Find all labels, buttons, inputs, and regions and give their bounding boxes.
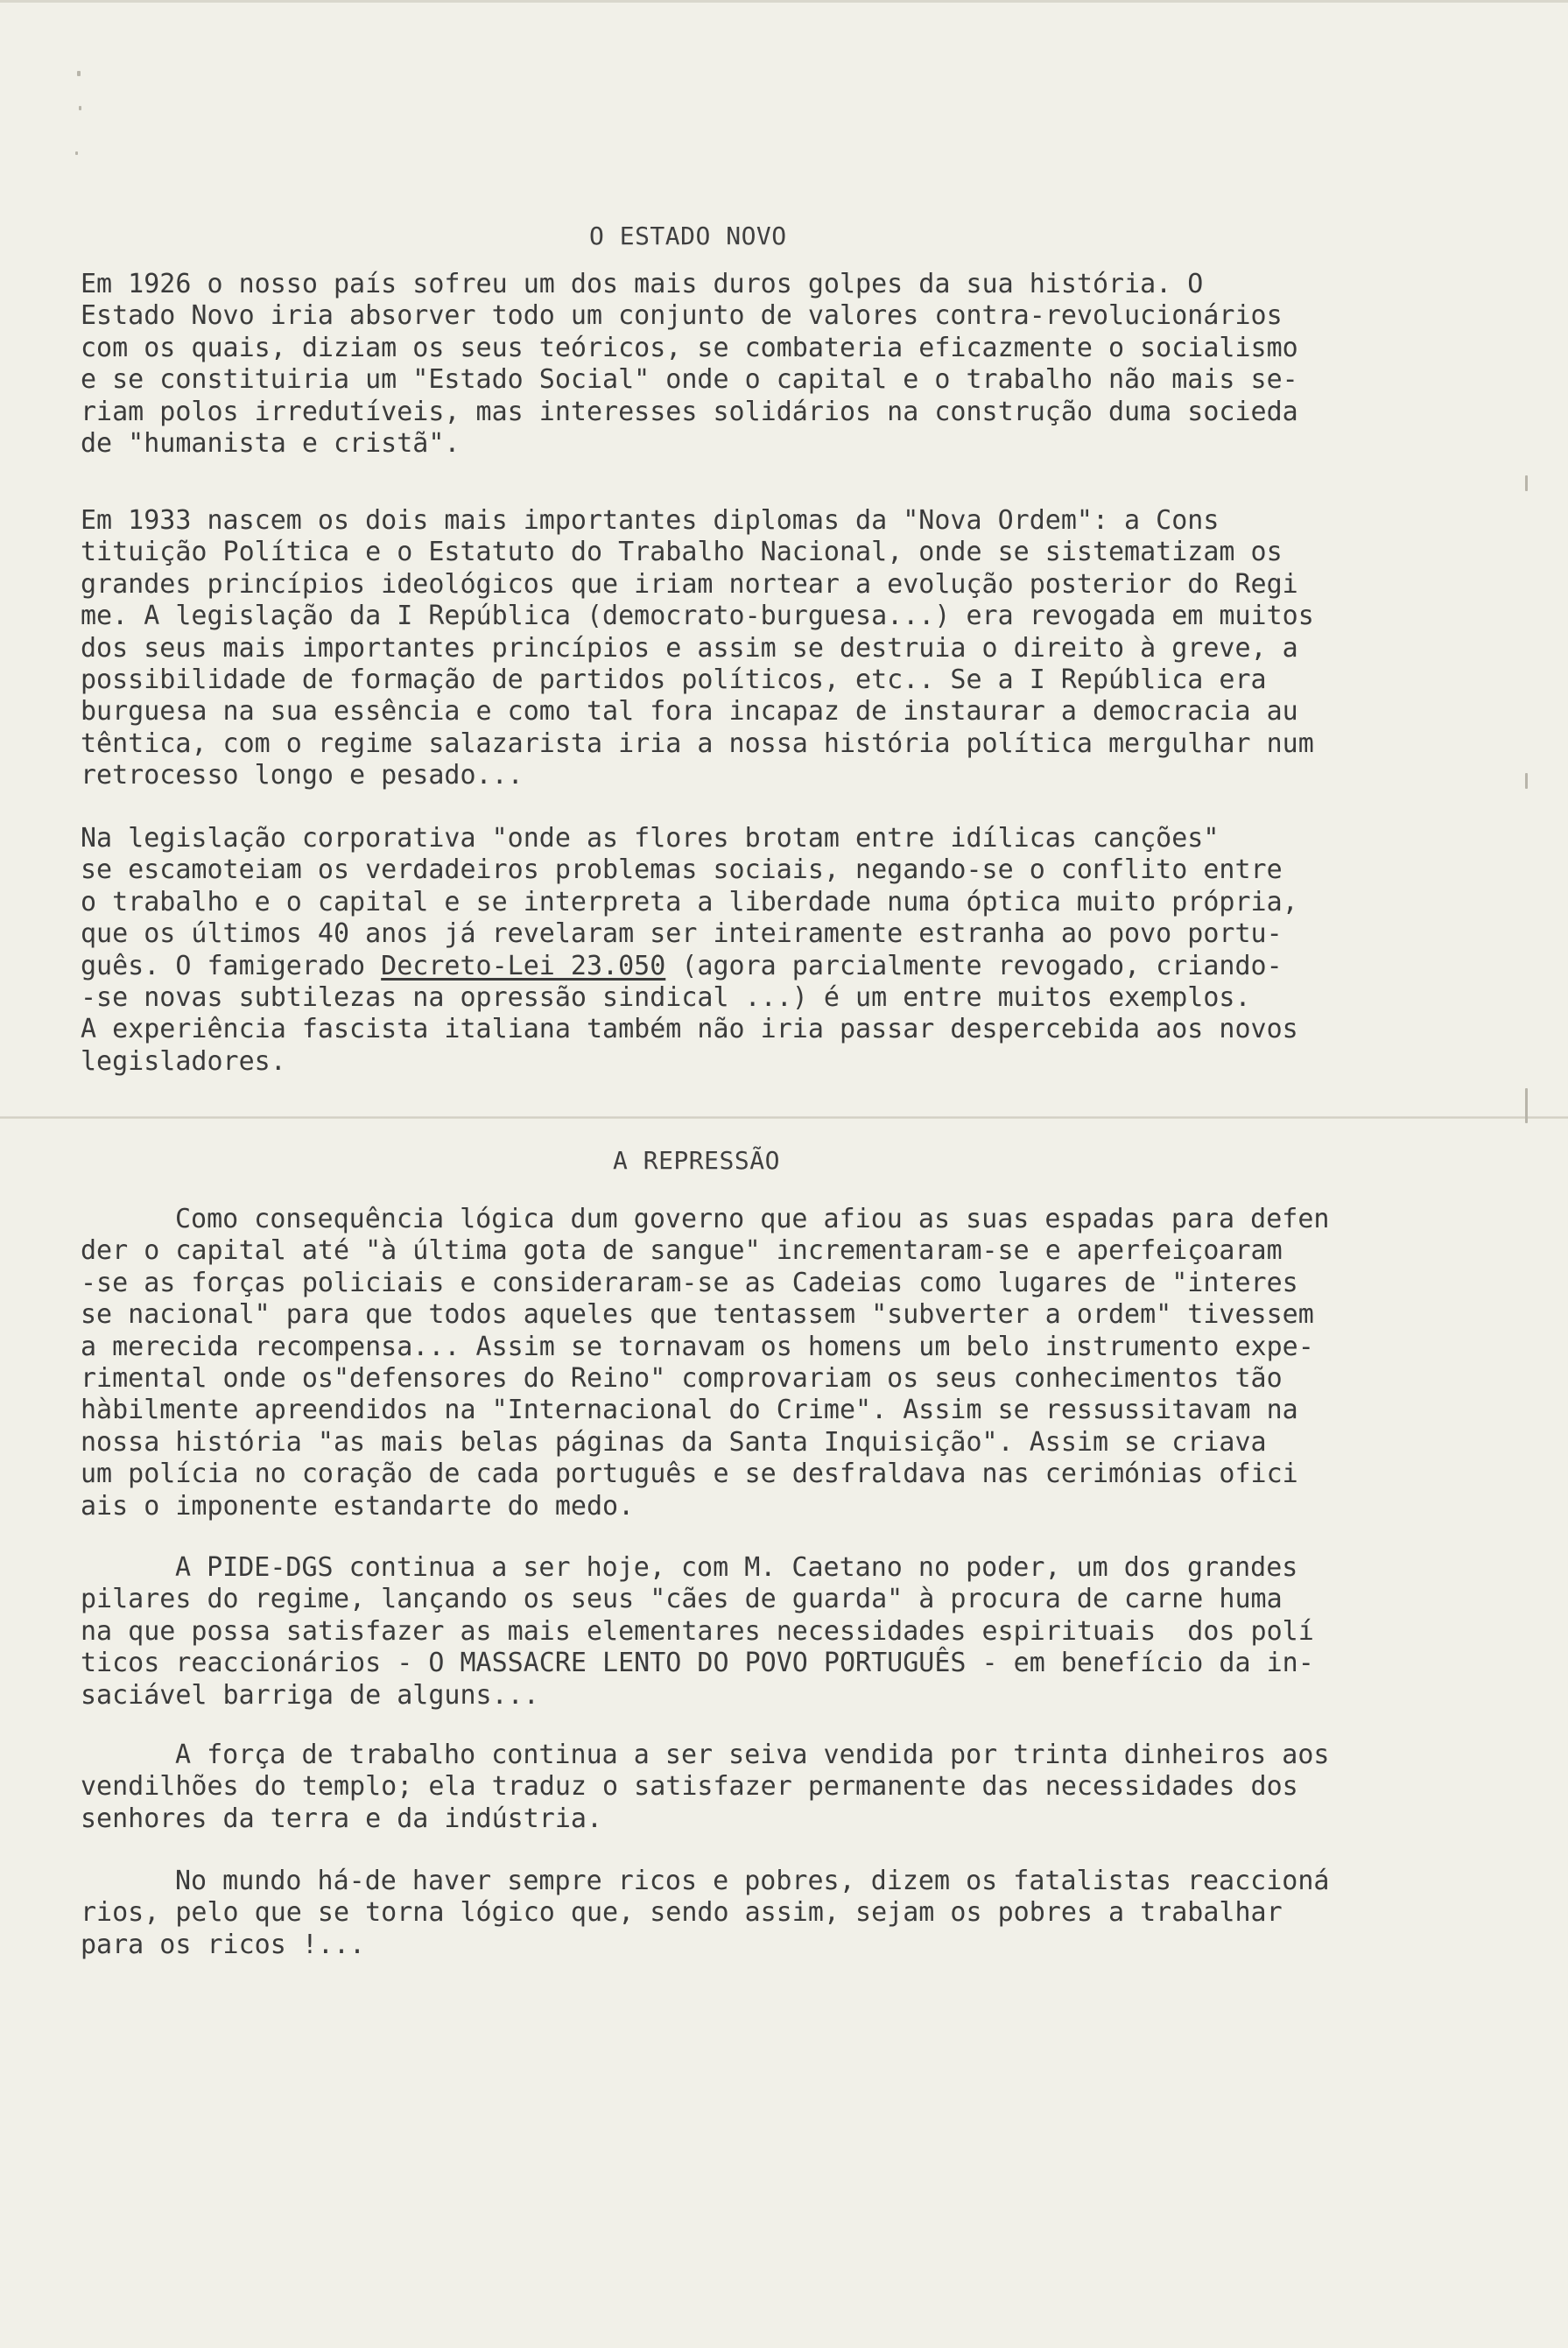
decree-reference: Decreto-Lei 23.050 (381, 950, 666, 981)
text-line: saciável barriga de alguns... (81, 1679, 539, 1711)
text-line: No mundo há-de haver sempre ricos e pobres, dizem os fatalistas reaccioná (175, 1866, 1330, 1896)
section-title-repressao: A REPRESSÃO (613, 1146, 780, 1175)
text-line: um polícia no coração de cada português e se desfraldava nas cerimónias ofici (81, 1459, 1298, 1490)
paragraph-5 (81, 1552, 1446, 1712)
text-line: de "humanista e cristã". (81, 428, 461, 460)
text-line: burguesa na sua essência e como tal fora incapaz de instaurar a democracia au (81, 696, 1298, 728)
text-line: pilares do regime, lançando os seus "cães de guarda" à procura de carne huma (81, 1584, 1283, 1615)
text-line: dos seus mais importantes princípios e assim se destruia o direito à greve, a (81, 632, 1298, 664)
text-line: riam polos irredutíveis, mas interesses solidários na construção duma socieda (81, 396, 1298, 427)
text-line: ais o imponente estandarte do medo. (81, 1490, 635, 1522)
text-line: possibilidade de formação de partidos políticos, etc.. Se a I República era (81, 664, 1267, 696)
text-line: A experiência fascista italiana também não iria passar despercebida aos novos (81, 1014, 1298, 1045)
text-line: Como consequência lógica dum governo que afiou as suas espadas para defen (175, 1204, 1330, 1234)
text-line: -se novas subtilezas na opressão sindical ...) é um entre muitos exemplos. (81, 982, 1251, 1014)
text-line: grandes princípios ideológicos que iriam nortear a evolução posterior do Regi (81, 568, 1298, 600)
paragraph-3 (81, 823, 1446, 1078)
text-line (81, 951, 1446, 982)
text-line: retrocesso longo e pesado... (81, 760, 524, 791)
text-line: Estado Novo iria absorver todo um conjunto de valores contra-revolucionários (81, 300, 1283, 332)
paragraph-4 (81, 1204, 1446, 1522)
text-line: -se as forças policiais e consideraram-se as Cadeias como lugares de "interes (81, 1267, 1298, 1298)
text-line: Na legislação corporativa "onde as flores brotam entre idílicas canções" (81, 823, 1220, 854)
text-line: A PIDE-DGS continua a ser hoje, com M. Caetano no poder, um dos grandes (175, 1552, 1298, 1583)
text-line: na que possa satisfazer as mais elementares necessidades espirituais dos polí (81, 1615, 1314, 1647)
text-line: se nacional" para que todos aqueles que tentassem "subverter a ordem" tivessem (81, 1299, 1314, 1331)
text-line: ticos reaccionários - O MASSACRE LENTO DO POVO PORTUGUÊS - em benefício da in- (81, 1648, 1314, 1679)
text-line: Em 1933 nascem os dois mais importantes diplomas da "Nova Ordem": a Cons (81, 505, 1220, 536)
text-line: A força de trabalho continua a ser seiva vendida por trinta dinheiros aos (175, 1740, 1330, 1770)
section-title-estado-novo: O ESTADO NOVO (589, 221, 787, 250)
text-line: der o capital até "à última gota de sangue" incrementaram-se e aperfeiçoaram (81, 1235, 1283, 1267)
paper-speck (1525, 773, 1528, 789)
text-fragment: guês. O famigerado (81, 950, 382, 981)
text-line: para os ricos !... (81, 1929, 366, 1960)
text-line: se escamoteiam os verdadeiros problemas sociais, negando-se o conflito entre (81, 854, 1283, 886)
paragraph-2 (81, 505, 1446, 792)
text-line: o trabalho e o capital e se interpreta a liberdade numa óptica muito própria, (81, 886, 1298, 917)
text-line: que os últimos 40 anos já revelaram ser inteiramente estranha ao povo portu- (81, 918, 1283, 950)
text-line: rios, pelo que se torna lógico que, sendo assim, sejam os pobres a trabalhar (81, 1897, 1283, 1929)
text-line: nossa história "as mais belas páginas da Santa Inquisição". Assim se criava (81, 1426, 1267, 1458)
paper-speck (75, 151, 78, 155)
paper-speck (1525, 1088, 1528, 1123)
text-line: legisladores. (81, 1045, 286, 1077)
page-fold (0, 1116, 1568, 1119)
text-line: Em 1926 o nosso país sofreu um dos mais duros golpes da sua história. O (81, 269, 1204, 299)
paragraph-1 (81, 269, 1446, 460)
text-line: a merecida recompensa... Assim se tornavam os homens um belo instrumento expe- (81, 1331, 1314, 1362)
text-line: senhores da terra e da indústria. (81, 1803, 603, 1834)
paper-speck (79, 106, 81, 110)
text-line: têntica, com o regime salazarista iria a nossa história política mergulhar num (81, 728, 1314, 759)
text-line: rimental onde os"defensores do Reino" comprovariam os seus conhecimentos tão (81, 1363, 1283, 1395)
paper-speck (77, 71, 81, 76)
text-line: e se constituiria um "Estado Social" onde o capital e o trabalho não mais se- (81, 364, 1298, 396)
paper-speck (1525, 475, 1528, 491)
text-line: vendilhões do templo; ela traduz o satisfazer permanente das necessidades dos (81, 1771, 1298, 1803)
text-line: me. A legislação da I República (democrato-burguesa...) era revogada em muitos (81, 601, 1314, 632)
text-line: hàbilmente apreendidos na "Internacional do Crime". Assim se ressussitavam na (81, 1395, 1298, 1426)
paragraph-6 (81, 1740, 1446, 1835)
text-line: com os quais, diziam os seus teóricos, se combateria eficazmente o socialismo (81, 332, 1298, 363)
paragraph-7 (81, 1866, 1446, 1961)
text-line: tituição Política e o Estatuto do Trabalho Nacional, onde se sistematizam os (81, 537, 1283, 568)
text-fragment: (agora parcialmente revogado, criando- (665, 950, 1283, 981)
